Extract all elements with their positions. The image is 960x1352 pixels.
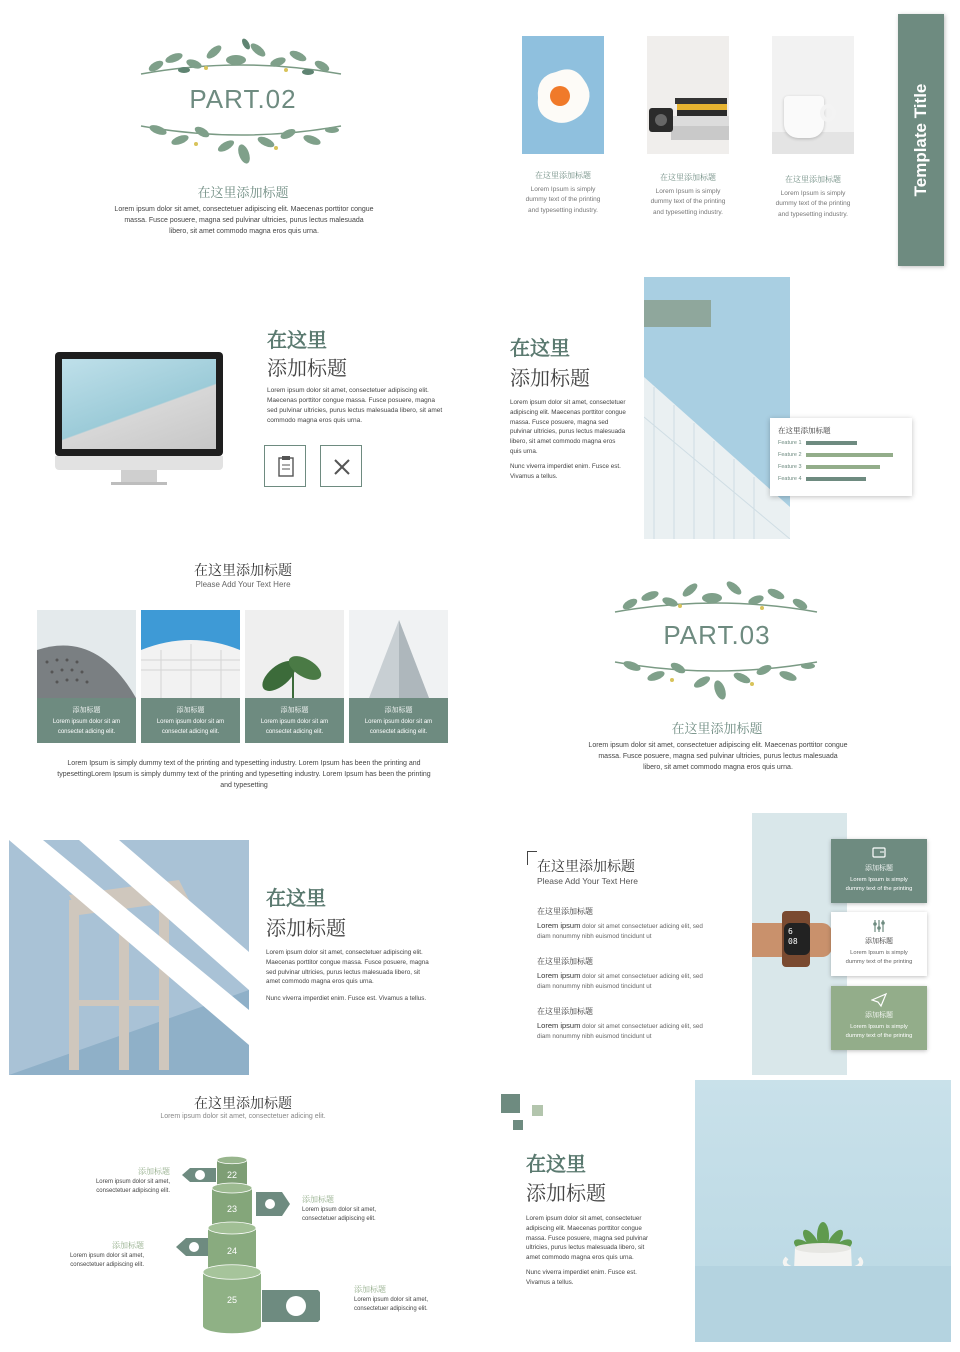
tile-caption bbox=[141, 698, 240, 743]
list-item-text bbox=[537, 920, 715, 942]
feature-card bbox=[770, 418, 912, 496]
cylinder-tier bbox=[203, 1265, 261, 1334]
part-subtitle: 在这里添加标题 bbox=[671, 721, 763, 736]
slide-four-tiles bbox=[0, 540, 480, 810]
cylinder-label-title: 添加标题 bbox=[302, 1195, 334, 1204]
slide-photo-cards bbox=[480, 0, 960, 270]
tile-photo-1 bbox=[37, 610, 136, 698]
tile-title: 添加标题 bbox=[280, 707, 309, 714]
cylinder-label-title: 添加标题 bbox=[138, 1167, 170, 1176]
slide-title: 在这里添加标题 bbox=[537, 858, 635, 874]
slide-title-line2: 添加标题 bbox=[526, 1183, 606, 1205]
feature-label: Feature 4 bbox=[778, 476, 802, 482]
tools-icon bbox=[321, 446, 363, 488]
cylinder-level: 23 bbox=[226, 1204, 238, 1214]
slide-cylinder bbox=[0, 1080, 480, 1352]
cylinder-level: 22 bbox=[226, 1170, 238, 1180]
slide-chair bbox=[0, 810, 480, 1080]
slide-part-02 bbox=[0, 0, 480, 270]
feature-card-title: 在这里添加标题 bbox=[778, 426, 831, 435]
leaf-wreath-top bbox=[136, 36, 346, 80]
tile-text: Lorem ipsum dolor sit am consectet adicing elit. bbox=[156, 719, 225, 735]
succulent-photo bbox=[695, 1080, 951, 1342]
list-item-lead: Lorem ipsum bbox=[537, 1021, 581, 1030]
card-1-text: Lorem Ipsum is simply dummy text of the printing and typesetting industry. bbox=[525, 186, 601, 214]
slide-title: 在这里添加标题 bbox=[194, 1095, 292, 1111]
cylinder-label-title: 添加标题 bbox=[354, 1285, 386, 1294]
cylinder-stack bbox=[150, 1154, 320, 1340]
slide-features bbox=[480, 270, 960, 540]
accent-rect bbox=[644, 300, 711, 327]
slide-part-03 bbox=[480, 540, 960, 810]
slide-title-line2: 添加标题 bbox=[266, 918, 346, 940]
donut-chart-icon bbox=[286, 1296, 306, 1316]
square-deco-1 bbox=[501, 1094, 520, 1113]
egg-photo bbox=[522, 36, 604, 154]
list-item-title: 在这里添加标题 bbox=[537, 957, 593, 966]
list-item-rest: dolor sit amet consectetuer adicing elit, sed diam nonummy nibh euismod tincidunt ut bbox=[537, 973, 703, 991]
template-title-tab bbox=[898, 14, 944, 266]
slide-subtitle: Please Add Your Text Here bbox=[537, 876, 638, 886]
slide-body-2: Nunc viverra imperdiet enim. Fusce est. Vivamus a tellus. bbox=[510, 463, 621, 480]
side-card bbox=[831, 986, 927, 1050]
slide-title-line1: 在这里 bbox=[266, 888, 326, 910]
tile-title: 添加标题 bbox=[72, 707, 101, 714]
slide-body: Lorem ipsum dolor sit amet, consectetuer adipiscing elit. Maecenas porttitor congue massa. Fusce posuere, magna sed pulvinar ultricies, purus lectus malesuada libero, sit amet commodo magna eros quis urna. bbox=[267, 387, 443, 425]
square-deco-3 bbox=[513, 1120, 523, 1130]
cylinder-label-text: Lorem ipsum dolor sit amet, consectetuer adipiscing elit. bbox=[69, 1253, 144, 1268]
paper-plane-icon bbox=[871, 992, 887, 1008]
clipboard-button[interactable] bbox=[264, 445, 306, 487]
slide-title-line2: 添加标题 bbox=[510, 368, 590, 390]
tile-caption bbox=[349, 698, 448, 743]
part-title: PART.03 bbox=[663, 620, 771, 650]
tile-photo-4 bbox=[349, 610, 448, 698]
slide-subtitle: Lorem ipsum dolor sit amet, consectetuer adicing elit. bbox=[160, 1113, 326, 1120]
slide-title-line1: 在这里 bbox=[526, 1154, 586, 1176]
bar-chart-icon bbox=[265, 1199, 275, 1209]
slide-title-line1: 在这里 bbox=[267, 330, 327, 352]
cylinder-label-text: Lorem ipsum dolor sit amet, consectetuer adipiscing elit. bbox=[354, 1297, 429, 1312]
cylinder-label-title: 添加标题 bbox=[112, 1241, 144, 1250]
side-card-text: Lorem Ipsum is simply dummy text of the printing bbox=[845, 1024, 913, 1039]
template-title-text: Template Title bbox=[911, 83, 930, 197]
tile-band-extension bbox=[448, 698, 450, 743]
side-card-text: Lorem Ipsum is simply dummy text of the printing bbox=[845, 950, 913, 965]
side-card-title: 添加标题 bbox=[865, 1012, 893, 1019]
card-1-title: 在这里添加标题 bbox=[535, 171, 591, 180]
list-item-lead: Lorem ipsum bbox=[537, 971, 581, 980]
clipboard-icon bbox=[265, 446, 307, 488]
list-item-rest: dolor sit amet consectetuer adicing elit, sed diam nonummy nibh euismod tincidunt ut bbox=[537, 1023, 703, 1041]
slide-body-2: Nunc viverra imperdiet enim. Fusce est. Vivamus a tellus. bbox=[526, 1269, 637, 1286]
card-2-title: 在这里添加标题 bbox=[660, 173, 716, 182]
camera-books-photo bbox=[647, 36, 729, 154]
slide-monitor bbox=[0, 270, 480, 540]
percent-icon bbox=[189, 1242, 199, 1252]
slide-title: 在这里添加标题 bbox=[194, 562, 292, 578]
tile-title: 添加标题 bbox=[176, 707, 205, 714]
slide-title-line2: 添加标题 bbox=[267, 358, 347, 380]
cylinder-level: 25 bbox=[226, 1295, 238, 1305]
list-item-title: 在这里添加标题 bbox=[537, 907, 593, 916]
tile-text: Lorem ipsum dolor sit am consectet adicing elit. bbox=[364, 719, 433, 735]
list-item-lead: Lorem ipsum bbox=[537, 921, 581, 930]
cylinder-label-text: Lorem ipsum dolor sit amet, consectetuer adipiscing elit. bbox=[302, 1207, 377, 1222]
card-2-text: Lorem Ipsum is simply dummy text of the printing and typesetting industry. bbox=[650, 188, 726, 216]
mug-photo bbox=[772, 36, 854, 154]
feature-bar bbox=[806, 465, 880, 469]
side-card bbox=[831, 912, 927, 976]
part-body: Lorem ipsum dolor sit amet, consectetuer adipiscing elit. Maecenas porttitor congue massa. Fusce posuere, magna sed pulvinar ultricies, purus lectus malesuada libero, sit amet commodo magna eros quis urna. bbox=[114, 206, 374, 235]
list-item-rest: dolor sit amet consectetuer adicing elit, sed diam nonummy nibh euismod tincidunt ut bbox=[537, 923, 703, 941]
list-item-text bbox=[537, 1020, 715, 1042]
cylinder-level: 24 bbox=[226, 1246, 238, 1256]
card-3-title: 在这里添加标题 bbox=[785, 175, 841, 184]
part-body: Lorem ipsum dolor sit amet, consectetuer adipiscing elit. Maecenas porttitor congue massa. Fusce posuere, magna sed pulvinar ultricies, purus lectus malesuada libero, sit amet commodo magna eros quis urna. bbox=[588, 742, 848, 771]
tools-button[interactable] bbox=[320, 445, 362, 487]
card-3-text: Lorem Ipsum is simply dummy text of the printing and typesetting industry. bbox=[775, 190, 851, 218]
part-title: PART.02 bbox=[189, 84, 297, 114]
side-card-title: 添加标题 bbox=[865, 938, 893, 945]
feature-bar bbox=[806, 477, 866, 481]
egg-icon bbox=[522, 36, 604, 154]
cylinder-label-text: Lorem ipsum dolor sit amet, consectetuer adipiscing elit. bbox=[95, 1179, 170, 1194]
slide-list-watch bbox=[480, 810, 960, 1080]
leaf-wreath-bottom bbox=[610, 654, 822, 700]
slide-title-line1: 在这里 bbox=[510, 338, 570, 360]
settings-icon bbox=[871, 918, 887, 934]
wallet-icon bbox=[871, 845, 887, 861]
side-card-title: 添加标题 bbox=[865, 865, 893, 872]
side-card bbox=[831, 839, 927, 903]
leaf-wreath-bottom bbox=[136, 118, 346, 164]
feature-label: Feature 1 bbox=[778, 440, 802, 446]
slide-body: Lorem ipsum dolor sit amet, consectetuer adipiscing elit. Maecenas porttitor congue massa. Fusce posuere, magna sed pulvinar ultricies, purus lectus malesuada libero, sit amet commodo magna eros quis urna. bbox=[266, 949, 429, 986]
slide-body-2: Nunc viverra imperdiet enim. Fusce est. Vivamus a tellus. bbox=[266, 995, 427, 1002]
tile-caption bbox=[37, 698, 136, 743]
side-card-text: Lorem Ipsum is simply dummy text of the printing bbox=[845, 877, 913, 892]
part-subtitle: 在这里添加标题 bbox=[197, 185, 289, 200]
watch-time: 6 08 bbox=[788, 927, 798, 946]
tile-title: 添加标题 bbox=[384, 707, 413, 714]
slide-succulent bbox=[480, 1080, 960, 1352]
corner-bracket bbox=[527, 851, 537, 865]
tile-text: Lorem ipsum dolor sit am consectet adicing elit. bbox=[260, 719, 329, 735]
feature-label: Feature 2 bbox=[778, 452, 802, 458]
leaf-wreath-top bbox=[610, 574, 822, 618]
tile-photo-3 bbox=[245, 610, 344, 698]
chair-photo bbox=[9, 840, 249, 1075]
slide-subtitle: Please Add Your Text Here bbox=[195, 580, 291, 589]
feature-bar bbox=[806, 453, 893, 457]
slide-body: Lorem ipsum dolor sit amet, consectetuer adipiscing elit. Maecenas porttitor congue massa. Fusce posuere, magna sed pulvinar ultricies, purus lectus malesuada libero, sit amet commodo magna eros quis urna. bbox=[526, 1215, 649, 1261]
tile-text: Lorem ipsum dolor sit am consectet adicing elit. bbox=[52, 719, 121, 735]
feature-bar bbox=[806, 441, 857, 445]
slide-body: Lorem Ipsum is simply dummy text of the printing and typesetting industry. Lorem Ipsum has been the printing and typesettingLorem Ipsum is simply dummy text of the printing and typesetting industry. Lorem Ipsum has been the printing and typesetting bbox=[57, 760, 431, 789]
pie-chart-icon bbox=[195, 1170, 205, 1180]
tile-caption bbox=[245, 698, 344, 743]
tile-photo-2 bbox=[141, 610, 240, 698]
monitor-icon bbox=[55, 352, 223, 472]
slide-body: Lorem ipsum dolor sit amet, consectetuer adipiscing elit. Maecenas porttitor congue massa. Fusce posuere, magna sed pulvinar ultricies, purus lectus malesuada libero, sit amet commodo magna eros quis urna. bbox=[510, 399, 626, 455]
square-deco-2 bbox=[532, 1105, 543, 1116]
list-item-title: 在这里添加标题 bbox=[537, 1007, 593, 1016]
list-item-text bbox=[537, 970, 715, 992]
feature-label: Feature 3 bbox=[778, 464, 802, 470]
